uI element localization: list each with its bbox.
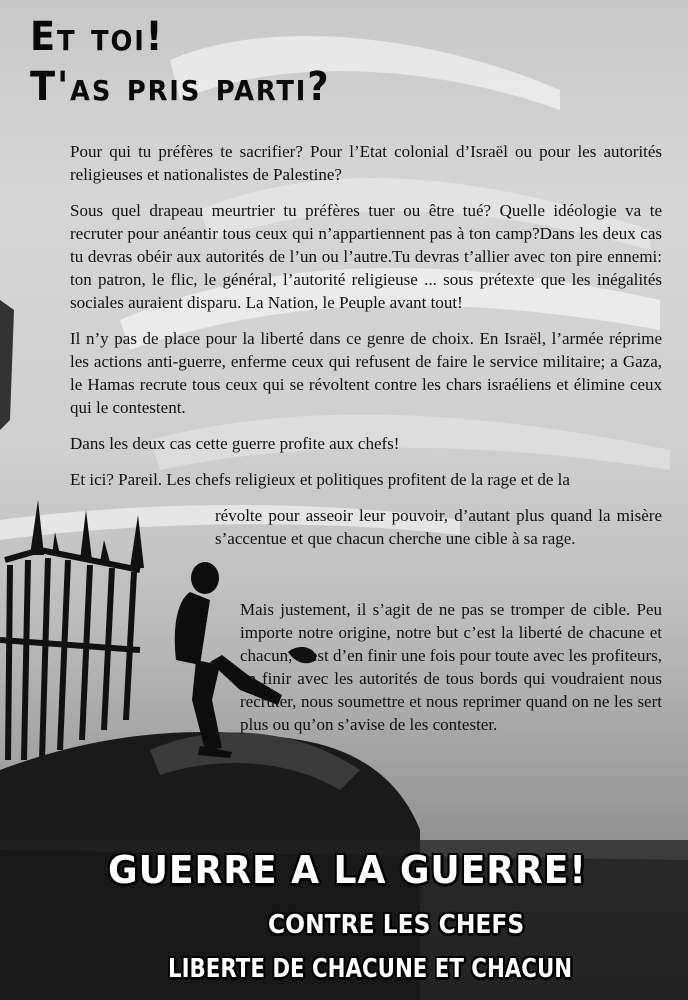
slogan-main: GUERRE A LA GUERRE! (108, 848, 587, 892)
left-shadow (0, 300, 14, 430)
paragraph-4: Dans les deux cas cette guerre profite aux chefs! (70, 434, 400, 453)
title-line-1: Et toi! (30, 14, 165, 60)
paragraph-2: Sous quel drapeau meurtrier tu préfères tuer ou être tué? Quelle idéologie va te recruter pour anéantir tous ceux qui n’appartiennent pas à ton camp?Dans les deux cas tu devras obéir aux autorités de l’un ou l’autre.Tu devras t’allier avec ton pire ennemi: ton patron, le flic, le général, l’autorité religieuse ... sous prétexte que les inégalités sociales auraient disparu. La Nation, le Peuple avant tout! (70, 201, 662, 312)
article-body (70, 140, 662, 563)
paragraph-3: Il n’y pas de place pour la liberté dans ce genre de choix. En Israël, l’armée réprime les actions anti-guerre, enferme ceux qui refusent de faire le service militaire; a Gaza, le Hamas recrute tous ceux qui se révoltent contre les chars israéliens et élimine ceux qui le contestent. (70, 329, 662, 417)
slogan-chefs: CONTRE LES CHEFS (268, 910, 525, 940)
paragraph-5-end: révolte pour asseoir leur pouvoir, d’autant plus quand la misère s’accentue et que chacun cherche une cible à sa rage. (215, 506, 662, 548)
paragraph-1: Pour qui tu préfères te sacrifier? Pour l’Etat colonial d’Israël ou pour les autorités religieuses et nationalistes de Palestine? (70, 142, 662, 184)
title-line-2: T'as pris parti? (30, 64, 331, 110)
slogan-liberte: LIBERTE DE CHACUNE ET CHACUN (168, 954, 573, 984)
paragraph-5-start: Et ici? Pareil. Les chefs religieux et politiques profitent de la rage et de la (70, 470, 570, 489)
fence (0, 550, 140, 760)
page-title (30, 12, 330, 112)
paragraph-6: Mais justement, il s’agit de ne pas se tromper de cible. Peu importe notre origine, notre but c’est la liberté de chacune et chacun, c’est d’en finir une fois pour toute avec les profiteurs, en finir avec les autorités de tous bords qui voudraient nous recruter, nous soumettre et nous reprimer quand on ne les sert plus ou qu’on s’avise de les contester. (240, 600, 663, 734)
